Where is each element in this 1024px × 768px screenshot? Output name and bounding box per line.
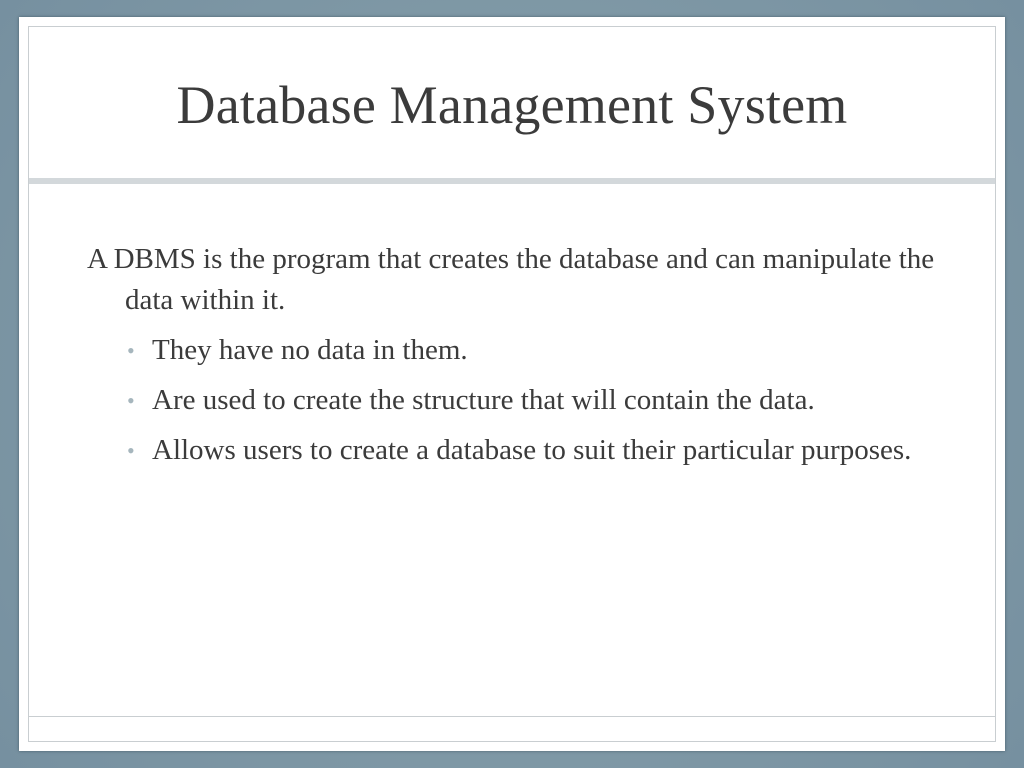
bullet-item — [127, 430, 967, 471]
slide — [19, 17, 1005, 751]
bullet-item — [127, 380, 967, 421]
footer-divider — [29, 716, 995, 717]
main-point: A DBMS is the program that creates the database and can manipulate the data within it. — [87, 243, 935, 316]
bullet-icon: • — [127, 338, 135, 363]
bullet-text: Are used to create the structure that will contain the data. — [152, 384, 815, 416]
bullet-text: Allows users to create a database to suit their particular purposes. — [152, 434, 912, 466]
bullet-icon: • — [127, 388, 135, 413]
slide-title: Database Management System — [176, 74, 848, 135]
slide-body — [87, 239, 967, 471]
bullet-text: They have no data in them. — [152, 334, 468, 366]
bullet-icon: • — [127, 438, 135, 463]
title-divider — [29, 178, 995, 184]
bullet-item — [127, 330, 967, 371]
bullet-list — [127, 330, 967, 471]
title-area — [19, 17, 1005, 177]
